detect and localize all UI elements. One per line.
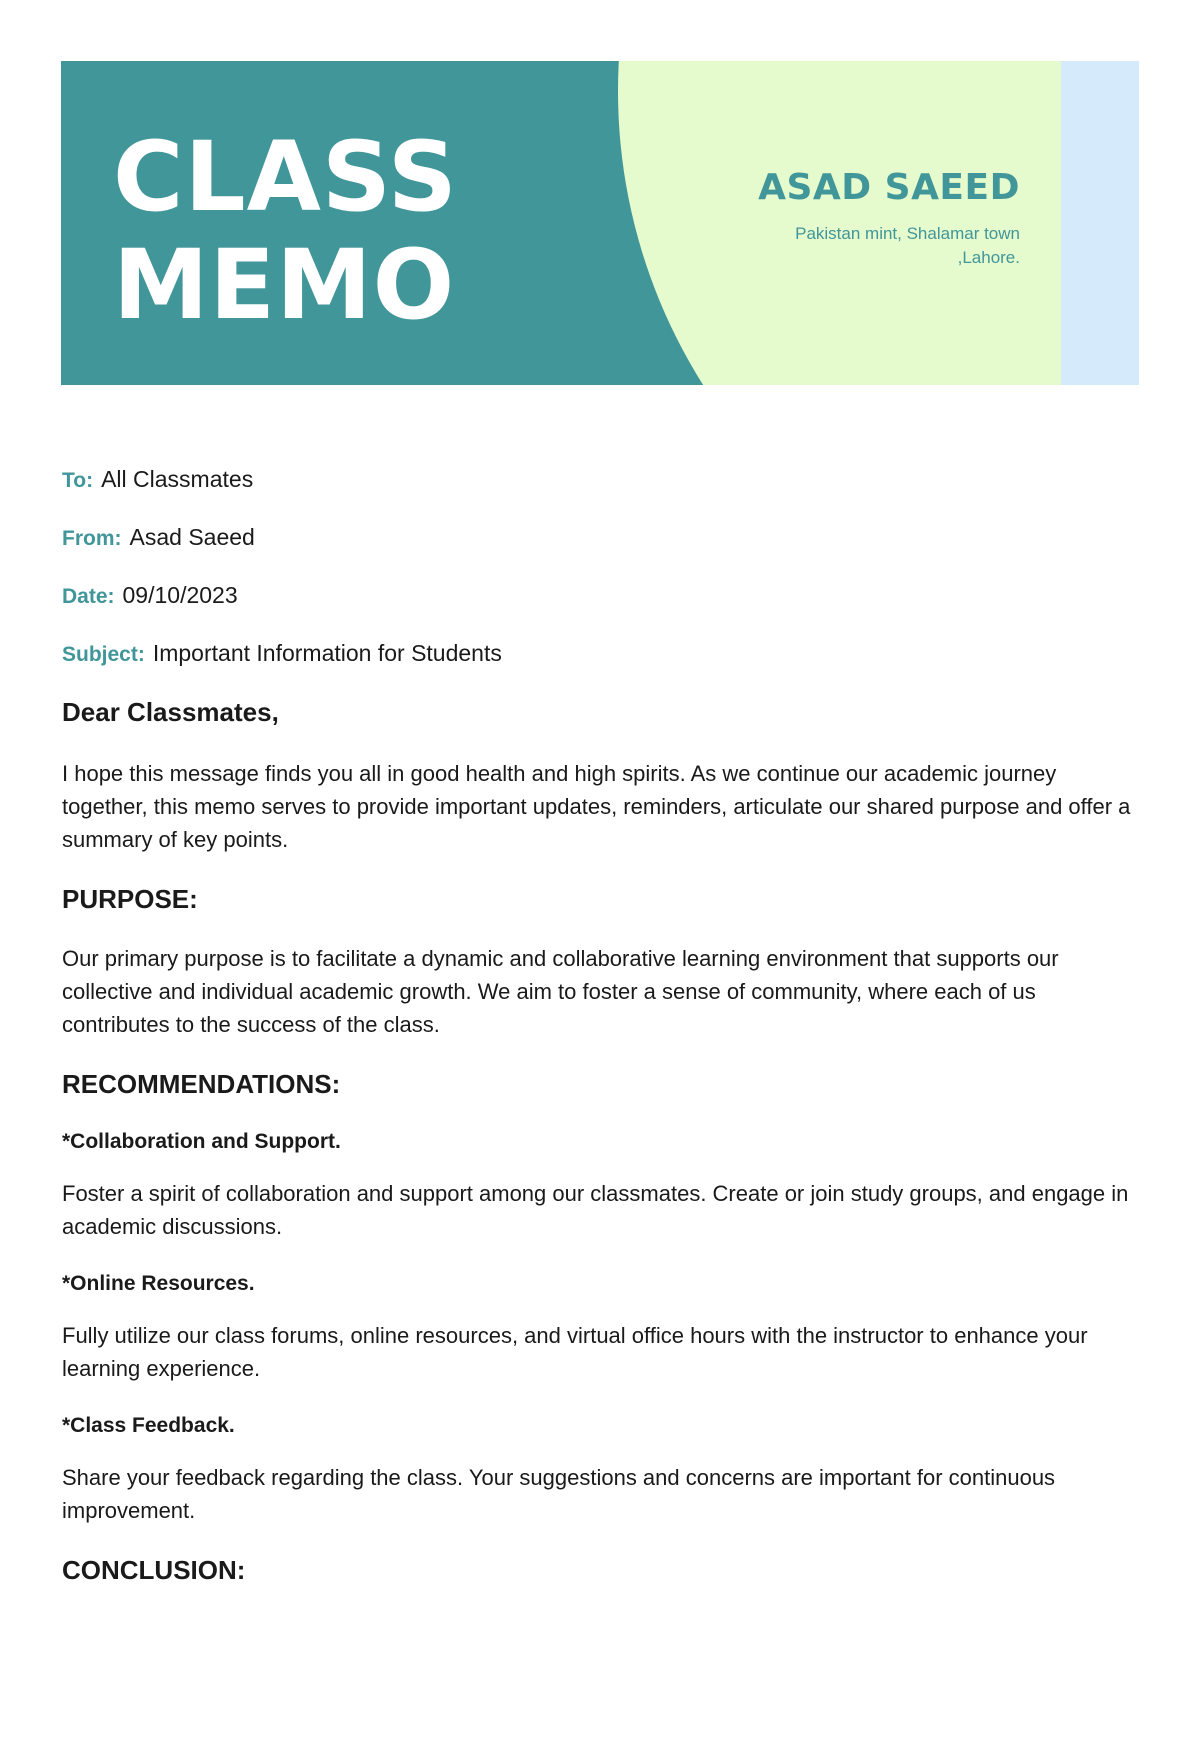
recommendation-title: *Collaboration and Support. bbox=[62, 1130, 341, 1153]
recommendations-heading: RECOMMENDATIONS: bbox=[62, 1069, 341, 1099]
memo-title-line1: CLASS bbox=[113, 121, 458, 233]
recommendation-text: Share your feedback regarding the class. Your suggestions and concerns are important for continuous improvement. bbox=[62, 1465, 1056, 1523]
banner-side-strip bbox=[1061, 61, 1139, 385]
intro-paragraph: I hope this message finds you all in good health and high spirits. As we continue our academic journey together, this memo serves to provide important updates, reminders, articulate our shared purpose and offer a summary of key points. bbox=[62, 761, 1131, 852]
meta-to bbox=[62, 464, 502, 522]
from-label: From: bbox=[62, 527, 122, 550]
date-label: Date: bbox=[62, 585, 115, 608]
purpose-paragraph: Our primary purpose is to facilitate a dynamic and collaborative learning environment that supports our collective and individual academic growth. We aim to foster a sense of community, where each of us contributes to the success of the class. bbox=[62, 946, 1059, 1037]
recommendation-title: *Online Resources. bbox=[62, 1272, 255, 1295]
recommendation-text: Foster a spirit of collaboration and support among our classmates. Create or join study groups, and engage in academic discussions. bbox=[62, 1181, 1129, 1239]
recommendation-title: *Class Feedback. bbox=[62, 1414, 235, 1437]
subject-label: Subject: bbox=[62, 643, 145, 666]
date-value: 09/10/2023 bbox=[122, 582, 238, 608]
memo-body bbox=[62, 695, 1132, 1613]
to-label: To: bbox=[62, 469, 94, 492]
memo-meta bbox=[62, 464, 502, 696]
to-value: All Classmates bbox=[101, 466, 254, 492]
meta-subject bbox=[62, 638, 502, 696]
subject-value: Important Information for Students bbox=[152, 640, 502, 666]
sender-address: Pakistan mint, Shalamar town ,Lahore. bbox=[795, 224, 1020, 267]
meta-from bbox=[62, 522, 502, 580]
purpose-heading: PURPOSE: bbox=[62, 884, 198, 914]
sender-name: ASAD SAEED bbox=[758, 167, 1020, 208]
memo-title bbox=[113, 123, 458, 339]
header-banner bbox=[61, 61, 1139, 385]
recommendation-text: Fully utilize our class forums, online resources, and virtual office hours with the instructor to enhance your learning experience. bbox=[62, 1323, 1088, 1381]
sender-block bbox=[758, 167, 1020, 270]
memo-title-line2: MEMO bbox=[113, 229, 456, 341]
greeting: Dear Classmates, bbox=[62, 697, 279, 727]
from-value: Asad Saeed bbox=[129, 524, 255, 550]
conclusion-heading: CONCLUSION: bbox=[62, 1555, 246, 1585]
meta-date bbox=[62, 580, 502, 638]
